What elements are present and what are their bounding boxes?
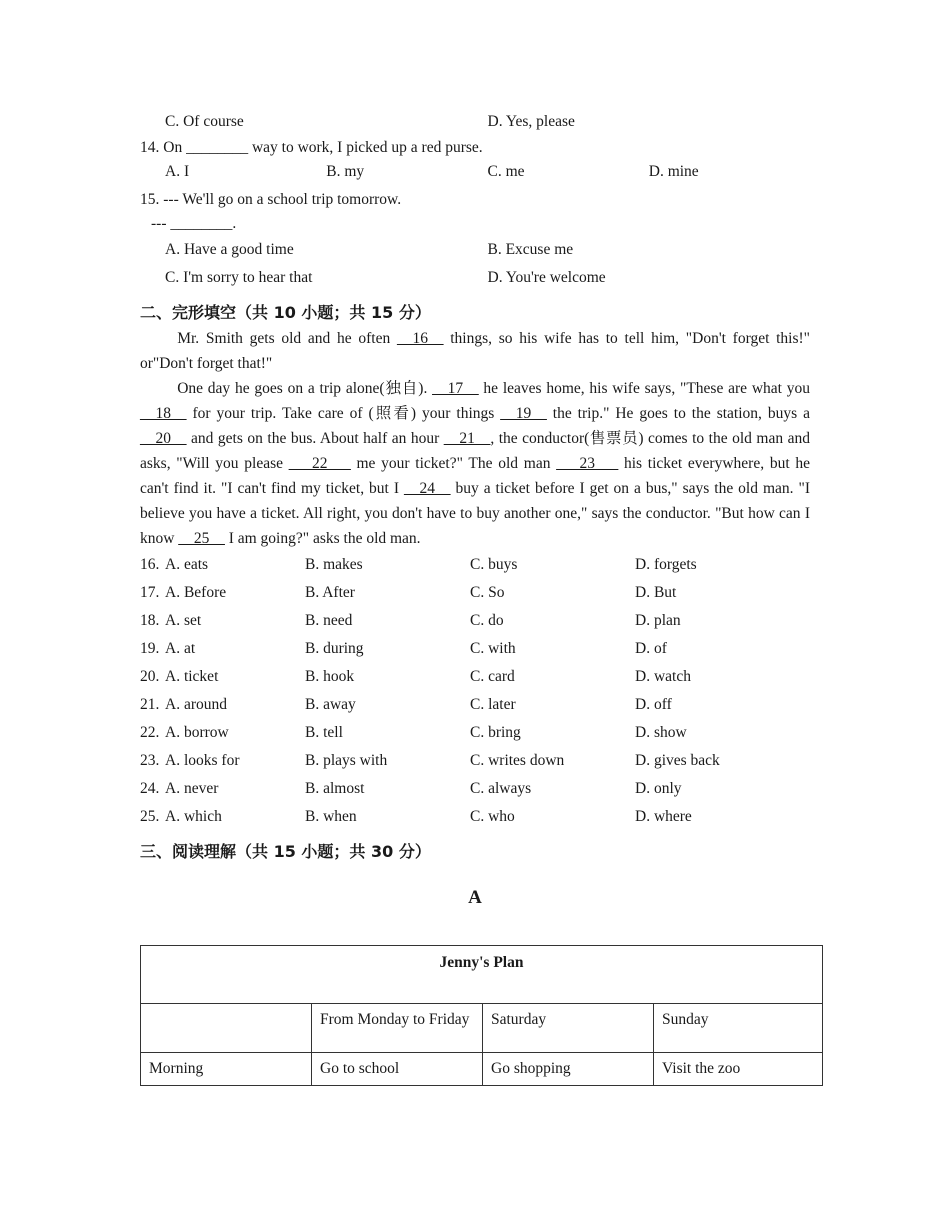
blank-24: __24__: [403, 480, 451, 497]
blank-22: ___22___: [288, 455, 351, 472]
q15-option-c: C. I'm sorry to hear that: [165, 269, 313, 286]
cloze-option-row: 17. A. Before B. After C. So D. But: [140, 584, 677, 601]
table-header-row: [141, 1004, 823, 1053]
blank-25: __25__: [178, 530, 225, 547]
q14-option-c: C. me: [487, 163, 525, 180]
cloze-paragraph-1: Mr. Smith gets old and he often __16__ things, so his wife has to tell him, "Don't forget this!" or"Don't forget that!": [140, 330, 811, 372]
table-row: [141, 1053, 823, 1086]
q15-option-a: A. Have a good time: [165, 241, 294, 258]
cloze-option-row: 18. A. set B. need C. do D. plan: [140, 612, 681, 629]
q14-option-d: D. mine: [648, 163, 699, 180]
q15-options-row2: [140, 264, 810, 292]
table-title: Jenny's Plan: [141, 946, 823, 1004]
q15-stem: 15. --- We'll go on a school trip tomorrow.: [140, 191, 402, 208]
exam-page: [140, 108, 810, 917]
q13-option-d: D. Yes, please: [487, 113, 575, 130]
q15-reply: --- ________.: [151, 215, 237, 232]
blank-20: __20__: [140, 430, 187, 447]
table-cell: Go shopping: [483, 1053, 654, 1086]
passage-a-label: A: [468, 887, 482, 908]
q14-options: [140, 160, 810, 184]
cloze-option-row: 16. A. eats B. makes C. buys D. forgets: [140, 556, 697, 573]
cloze-option-row: 20. A. ticket B. hook C. card D. watch: [140, 668, 691, 685]
blank-23: ___23___: [556, 455, 619, 472]
table-header-cell: From Monday to Friday: [312, 1004, 483, 1053]
table-cell: Visit the zoo: [654, 1053, 823, 1086]
jennys-plan-table: [140, 945, 823, 1086]
cloze-option-row: 21. A. around B. away C. later D. off: [140, 696, 672, 713]
blank-21: __21__: [443, 430, 491, 447]
q14-stem: 14. On ________ way to work, I picked up a red purse.: [140, 139, 483, 156]
section2-title: 二、完形填空（共 10 小题；共 15 分）: [140, 302, 431, 322]
q15-option-b: B. Excuse me: [487, 241, 574, 258]
section3-title: 三、阅读理解（共 15 小题；共 30 分）: [140, 841, 431, 861]
cloze-option-row: 25. A. which B. when C. who D. where: [140, 808, 692, 825]
q14-option-a: A. I: [165, 163, 190, 180]
cloze-options-list: [140, 551, 810, 831]
blank-17: __17__: [432, 380, 479, 397]
table-header-cell: Sunday: [654, 1004, 823, 1053]
cloze-option-row: 23. A. looks for B. plays with C. writes down D. gives back: [140, 752, 720, 769]
table-header-cell: Saturday: [483, 1004, 654, 1053]
q13-options: [140, 108, 810, 136]
cloze-paragraph-2: One day he goes on a trip alone(独自). __17__ he leaves home, his wife says, "These are what you __18__ for your trip. Take care of (照看) your things __19__ the trip." He goes to the station, buys a __20__ and gets on the bus. About half an hour __21__, the conductor(售票员) comes to the old man and asks, "Will you please ___22___ me your ticket?" The old man ___23___ his ticket everywhere, but he can't find it. "I can't find my ticket, but I __24__ buy a ticket before I get on a bus," says the old man. "I believe you have a ticket. All right, you don't have to buy another one," says the conductor. "But how can I know __25__ I am going?" asks the old man.: [140, 380, 811, 547]
blank-16: __16__: [396, 330, 444, 347]
q13-option-c: C. Of course: [165, 113, 244, 130]
q14-option-b: B. my: [326, 163, 365, 180]
blank-18: __18__: [140, 405, 187, 422]
cloze-option-row: 19. A. at B. during C. with D. of: [140, 640, 667, 657]
table-header-cell: [141, 1004, 312, 1053]
table-cell: Morning: [141, 1053, 312, 1086]
q15-option-d: D. You're welcome: [487, 269, 606, 286]
cloze-option-row: 24. A. never B. almost C. always D. only: [140, 780, 682, 797]
q15-options-row1: [140, 236, 810, 264]
blank-19: __19__: [500, 405, 547, 422]
cloze-option-row: 22. A. borrow B. tell C. bring D. show: [140, 724, 687, 741]
table-cell: Go to school: [312, 1053, 483, 1086]
